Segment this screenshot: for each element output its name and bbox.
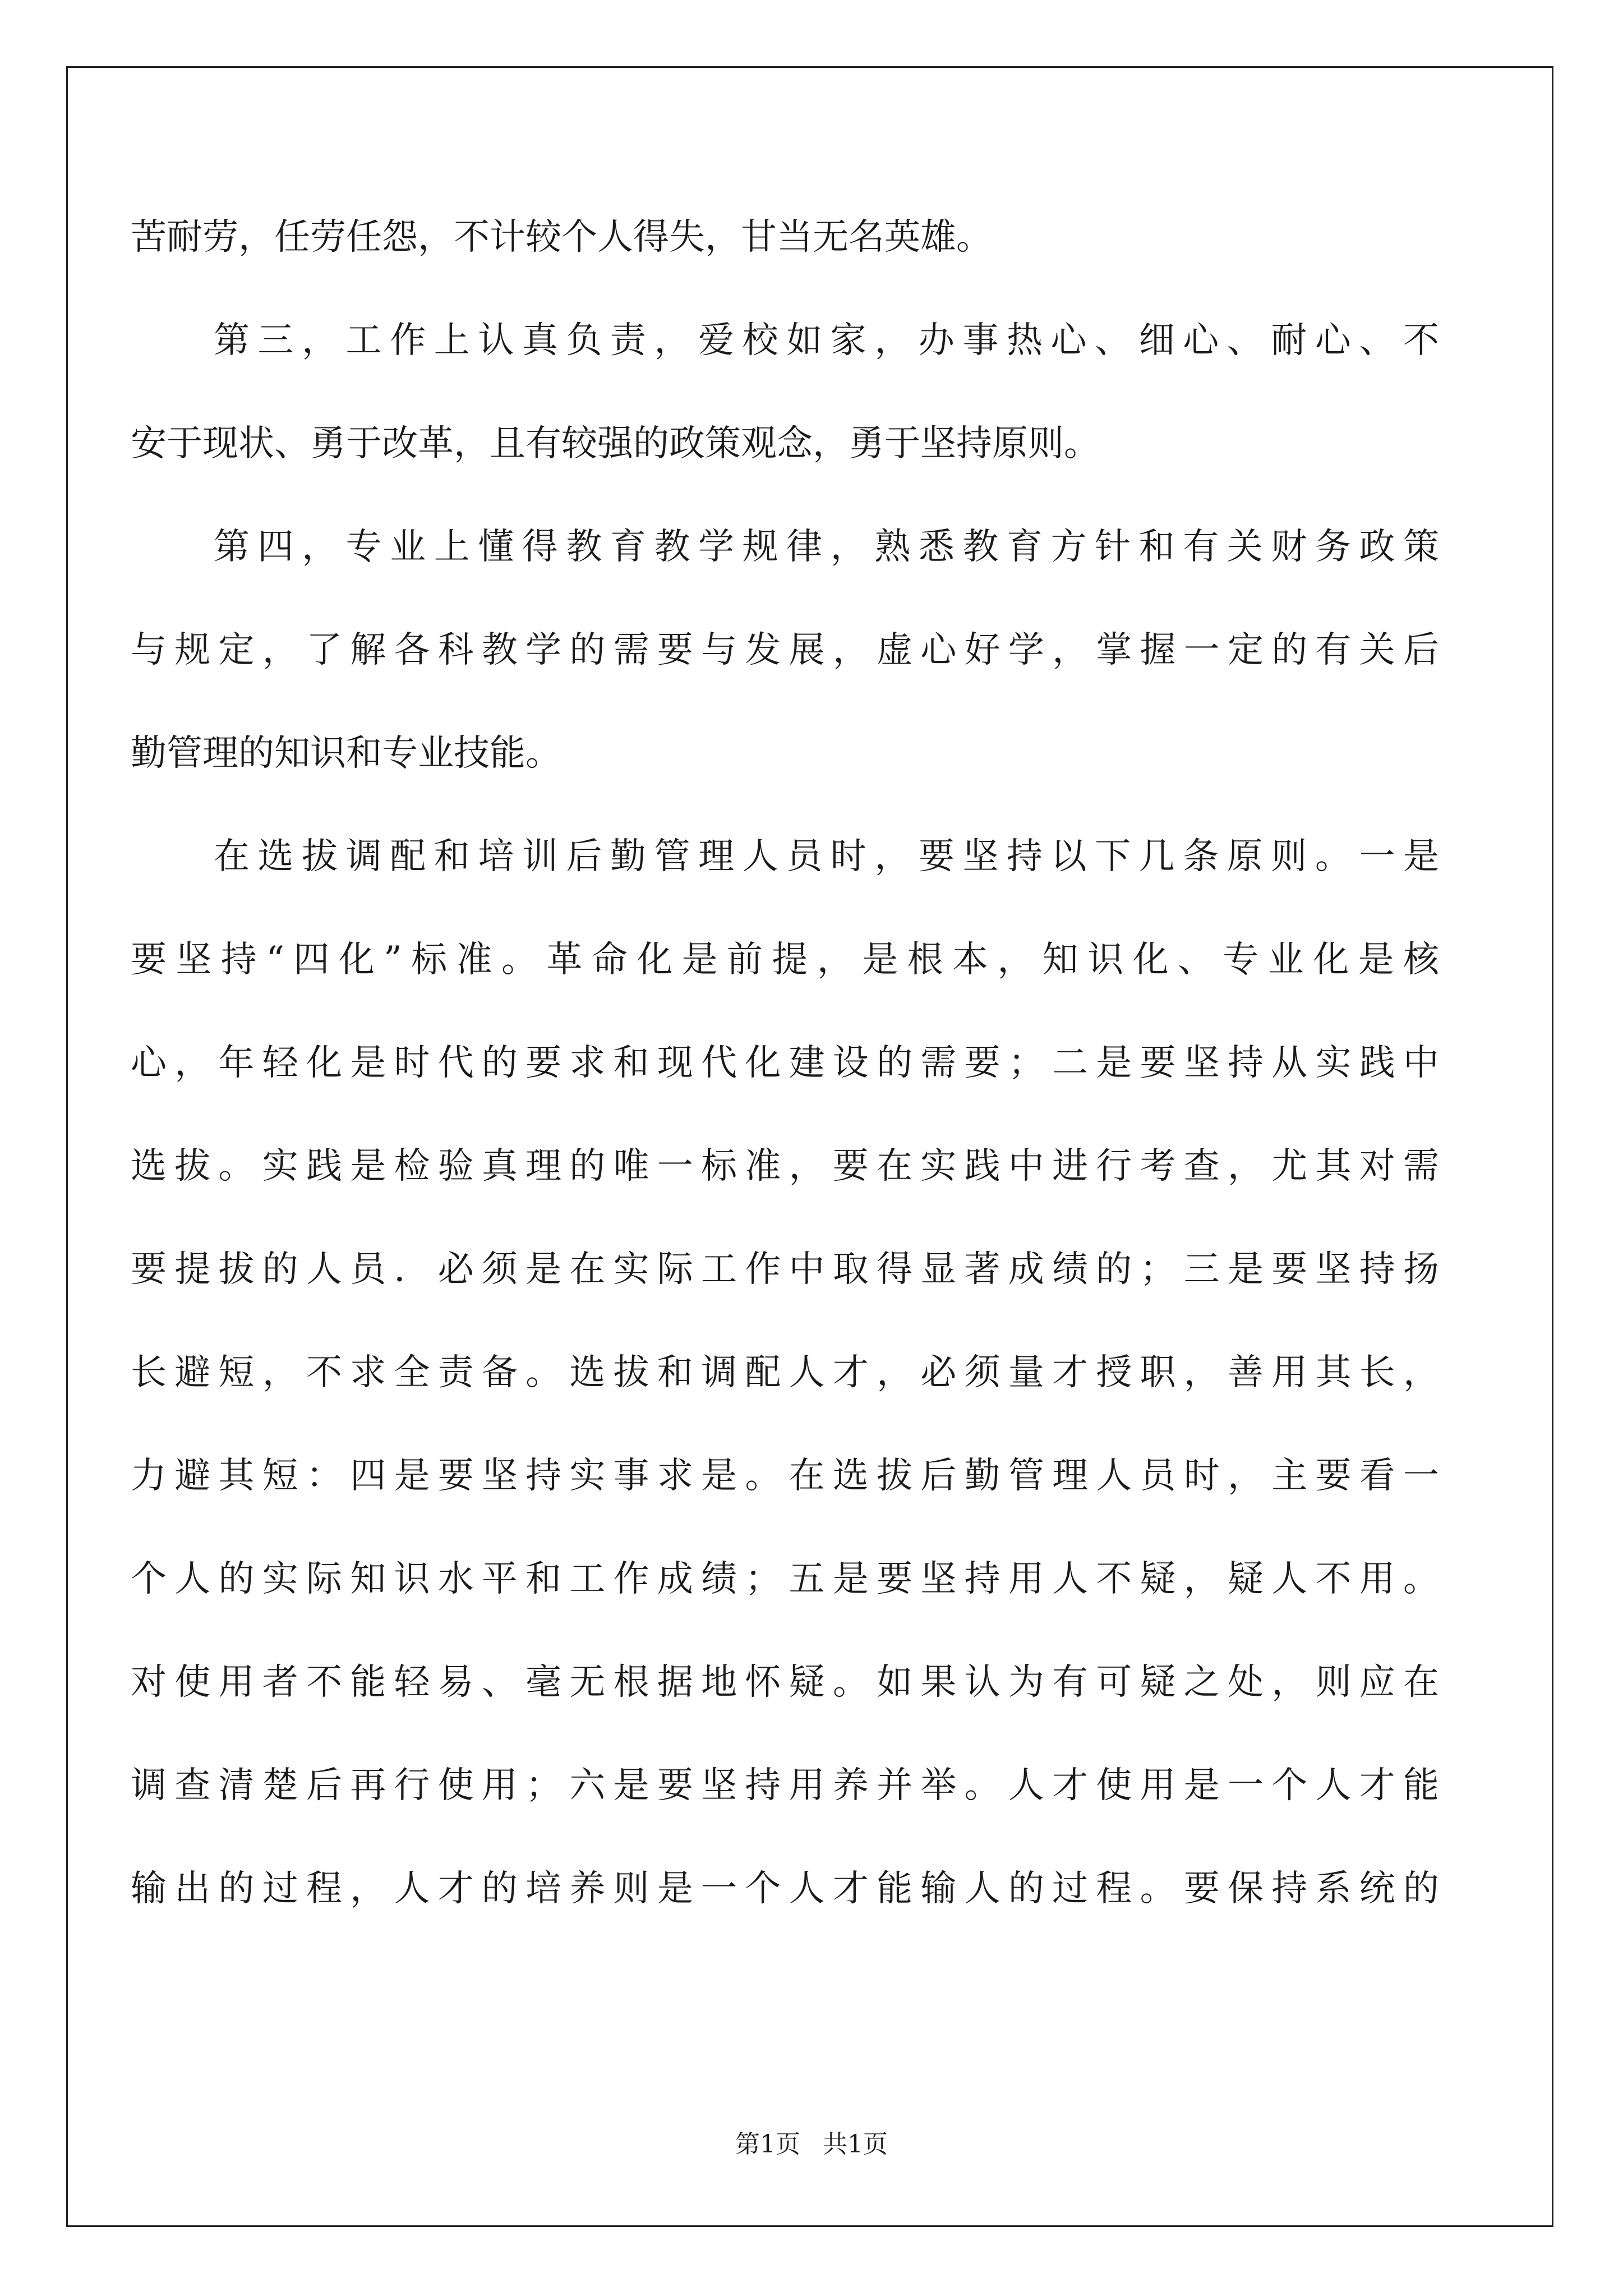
text-line: 对使用者不能轻易、毫无根据地怀疑。如果认为有可疑之处，则应在 bbox=[131, 1662, 1439, 1703]
text-line: 力避其短：四是要坚持实事求是。在选拔后勤管理人员时，主要看一 bbox=[131, 1455, 1439, 1497]
text-line: 调查清楚后再行使用；六是要坚持用养并举。人才使用是一个人才能 bbox=[131, 1765, 1439, 1806]
document-body bbox=[131, 186, 1439, 1940]
text-line: 安于现状、勇于改革，且有较强的政策观念，勇于坚持原则。 bbox=[131, 423, 1100, 464]
text-line: 要提拔的人员．必须是在实际工作中取得显著成绩的；三是要坚持扬 bbox=[131, 1249, 1439, 1290]
text-line: 与规定，了解各科教学的需要与发展，虚心好学，掌握一定的有关后 bbox=[131, 629, 1439, 671]
text-line: 第四，专业上懂得教育教学规律，熟悉教育方针和有关财务政策 bbox=[214, 526, 1439, 568]
page-total: 共1页 bbox=[823, 2130, 888, 2159]
page-number: 第1页 bbox=[735, 2130, 800, 2159]
text-line: 心，年轻化是时代的要求和现代化建设的需要；二是要坚持从实践中 bbox=[131, 1042, 1439, 1084]
page-footer bbox=[0, 2124, 1623, 2160]
text-line: 第三，工作上认真负责，爱校如家，办事热心、细心、耐心、不 bbox=[214, 320, 1439, 361]
text-line: 勤管理的知识和专业技能。 bbox=[131, 733, 561, 774]
text-line: 要坚持“四化”标准。革命化是前提，是根本，知识化、专业化是核 bbox=[131, 939, 1439, 981]
text-line: 苦耐劳，任劳任怨，不计较个人得失，甘当无名英雄。 bbox=[131, 217, 992, 258]
text-line: 在选拔调配和培训后勤管理人员时，要坚持以下几条原则。一是 bbox=[214, 836, 1439, 877]
text-line: 输出的过程，人才的培养则是一个人才能输人的过程。要保持系统的 bbox=[131, 1868, 1439, 1910]
text-line: 长避短，不求全责备。选拔和调配人才，必须量才授职，善用其长， bbox=[131, 1352, 1439, 1393]
text-line: 选拔。实践是检验真理的唯一标准，要在实践中进行考查，尤其对需 bbox=[131, 1145, 1439, 1187]
text-line: 个人的实际知识水平和工作成绩；五是要坚持用人不疑，疑人不用。 bbox=[131, 1558, 1439, 1600]
